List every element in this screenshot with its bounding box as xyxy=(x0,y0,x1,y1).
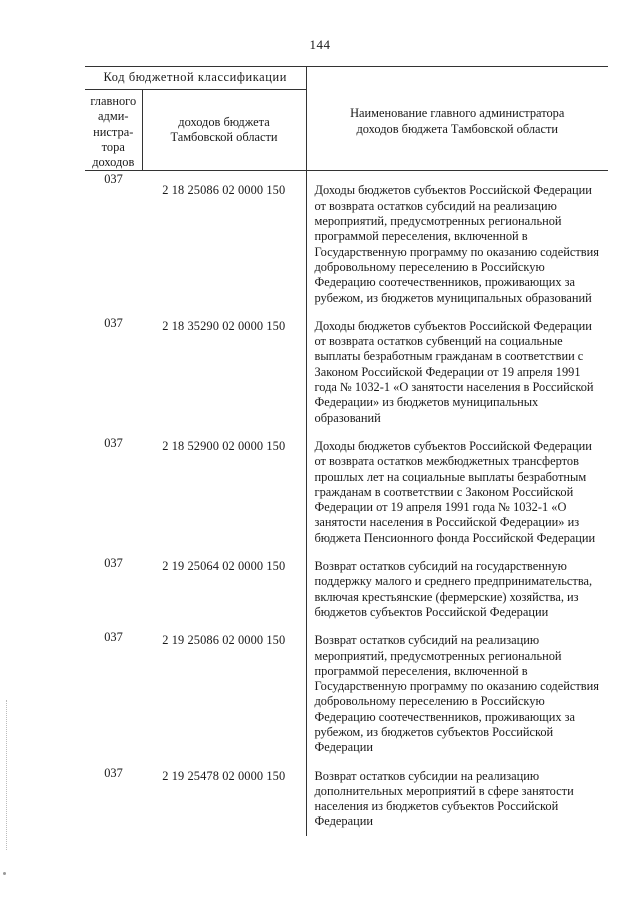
header-admin-column xyxy=(85,90,142,171)
header-admin-text: главного адми-нистра-тора доходов xyxy=(90,94,137,170)
admin-code-cell: 037 xyxy=(104,435,123,450)
revenue-code-cell: 2 19 25478 02 0000 150 xyxy=(142,765,306,836)
admin-code-cell: 037 xyxy=(104,556,123,571)
admin-code-cell: 037 xyxy=(104,765,123,780)
header-revenue-column xyxy=(142,90,306,171)
table-row xyxy=(85,555,608,629)
page-number: 144 xyxy=(309,37,331,52)
table-row xyxy=(85,435,608,555)
header-revenue-text: доходов бюджета Тамбовской области xyxy=(170,114,278,145)
table-row xyxy=(85,315,608,435)
revenue-name-cell: Возврат остатков субсидий на реализацию мероприятий, предусмотренных региональной программой переселения, включенной в Государственную программу по оказанию содействия добровольному переселению в Российскую Федерацию соотечественников, проживающих за рубежом, из бюджетов субъектов Российской Федерации xyxy=(314,633,599,755)
revenue-name-cell: Доходы бюджетов субъектов Российской Федерации от возврата остатков субсидий на реализацию мероприятий, предусмотренных региональной программой переселения, включенной в Государственную программу по оказанию содействия добровольному переселению в Российскую Федерацию соотечественников, проживающих за рубежом, из бюджетов муниципальных образований xyxy=(314,183,599,305)
revenue-name-cell: Доходы бюджетов субъектов Российской Федерации от возврата остатков субвенций на социальные выплаты безработным гражданам в соответствии с Законом Российской Федерации от 19 апреля 1991 года № 1032-1 «О занятости населения в Российской Федерации» из бюджетов муниципальных образований xyxy=(314,318,594,425)
revenue-code-cell: 2 18 52900 02 0000 150 xyxy=(142,435,306,555)
admin-code-cell: 037 xyxy=(104,172,123,187)
table-header-row xyxy=(85,67,608,90)
budget-classification-table xyxy=(85,66,608,836)
revenue-code-cell: 2 19 25086 02 0000 150 xyxy=(142,629,306,764)
admin-code-cell: 037 xyxy=(104,315,123,330)
table-row xyxy=(85,629,608,764)
revenue-code-cell: 2 19 25064 02 0000 150 xyxy=(142,555,306,629)
scan-edge-marks xyxy=(6,700,9,850)
header-name-column xyxy=(306,67,608,171)
revenue-code-cell: 2 18 35290 02 0000 150 xyxy=(142,315,306,435)
admin-code-cell: 037 xyxy=(104,630,123,645)
table-row xyxy=(85,171,608,315)
scan-dot xyxy=(3,872,6,875)
revenue-name-cell: Возврат остатков субсидии на реализацию дополнительных мероприятий в сфере занятости населения из бюджетов субъектов Российской Федерации xyxy=(314,768,574,829)
revenue-name-cell: Доходы бюджетов субъектов Российской Федерации от возврата остатков межбюджетных трансфертов прошлых лет на социальные выплаты безработным гражданам в соответствии с Законом Российской Федерации от 19 апреля 1991 года № 1032-1 «О занятости населения в Российской Федерации» из бюджета Пенсионного фонда Российской Федерации xyxy=(314,438,596,545)
header-name-text: Наименование главного администратора доходов бюджета Тамбовской области xyxy=(350,106,565,136)
revenue-name-cell: Возврат остатков субсидий на государственную поддержку малого и среднего предпринимательства, включая крестьянские (фермерские) хозяйства, из бюджетов субъектов Российской Федерации xyxy=(314,559,593,619)
revenue-code-cell: 2 18 25086 02 0000 150 xyxy=(142,171,306,315)
header-code-group: Код бюджетной классификации xyxy=(85,67,306,90)
table-row xyxy=(85,765,608,836)
